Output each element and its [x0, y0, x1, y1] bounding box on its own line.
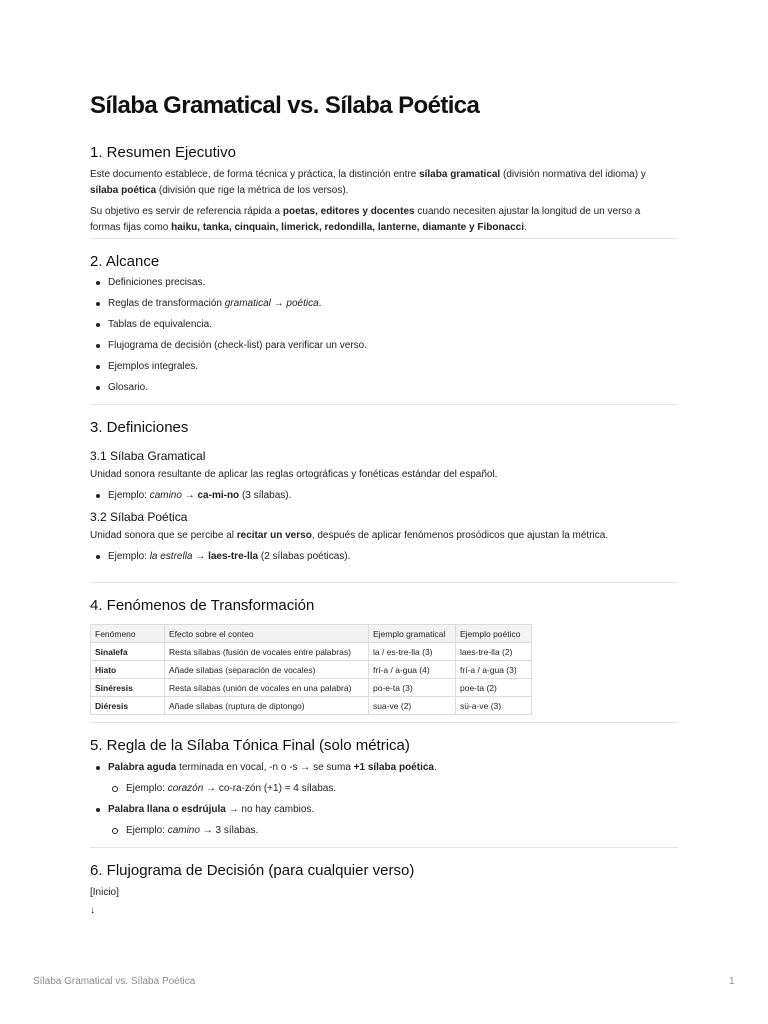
bold-text: Palabra llana o esdrújula: [108, 804, 226, 815]
section-fenomenos: [90, 597, 678, 715]
text: Ejemplo:: [108, 490, 150, 501]
section-resumen: [90, 144, 678, 236]
table-row: [91, 697, 532, 715]
text: , después de aplicar fenómenos prosódicos que ajustan la métrica.: [311, 530, 609, 541]
column-header: Efecto sobre el conteo: [165, 625, 369, 643]
table-cell: sua-ve (2): [369, 697, 456, 715]
table-cell: sü-a-ve (3): [456, 697, 532, 715]
table-cell: laes-tre-lla (2): [456, 643, 532, 661]
sub-list-item: [90, 823, 678, 844]
list-item: [90, 317, 678, 338]
bold-text: laes-tre-lla: [208, 551, 259, 562]
divider: [90, 847, 678, 848]
subsection-heading: 3.2 Sílaba Poética: [90, 510, 188, 524]
section-heading: 3. Definiciones: [90, 419, 189, 436]
table-row: [91, 679, 532, 697]
text: formas fijas como: [90, 222, 172, 233]
text: (3 sílabas).: [239, 490, 292, 501]
column-header: Ejemplo poético: [456, 625, 532, 643]
text: Ejemplo:: [108, 551, 150, 562]
text: (2 sílabas poéticas).: [258, 551, 351, 562]
table-cell: Hiato: [91, 661, 165, 679]
table-cell: frí-a / a-gua (3): [456, 661, 532, 679]
divider: [90, 404, 678, 405]
italic-text: corazón: [167, 783, 204, 794]
list-item: [90, 488, 678, 509]
text: .: [524, 222, 527, 233]
bullet-list: [90, 275, 678, 401]
section-heading: 4. Fenómenos de Transformación: [90, 597, 315, 614]
table-cell: po-e-ta (3): [369, 679, 456, 697]
subsection-heading: 3.1 Sílaba Gramatical: [90, 449, 206, 463]
text: Tablas de equivalencia.: [108, 319, 212, 330]
section-definiciones: [90, 419, 678, 570]
table-row: [91, 661, 532, 679]
bold-text: sílaba poética: [90, 185, 157, 196]
text: Unidad sonora que se percibe al: [90, 530, 237, 541]
table-cell: Sinéresis: [91, 679, 165, 697]
page-number: 1: [729, 976, 735, 987]
table-cell: poe-ta (2): [456, 679, 532, 697]
table-cell: la / es-tre-lla (3): [369, 643, 456, 661]
text: Reglas de transformación: [108, 298, 225, 309]
text: (división que rige la métrica de los versos).: [156, 185, 349, 196]
section-heading: 2. Alcance: [90, 253, 160, 270]
paragraph: Unidad sonora resultante de aplicar las reglas ortográficas y fonéticas estándar del español.: [90, 469, 498, 480]
table-cell: Añade sílabas (separación de vocales): [165, 661, 369, 679]
bold-text: recitar un verso: [236, 530, 312, 541]
table-cell: Resta sílabas (unión de vocales en una palabra): [165, 679, 369, 697]
table-cell: Diéresis: [91, 697, 165, 715]
table-cell: frí-a / a-gua (4): [369, 661, 456, 679]
table-row: [91, 643, 532, 661]
list-item: [90, 296, 678, 317]
bold-text: ca-mi-no: [197, 490, 240, 501]
section-regla-tonica: [90, 737, 678, 844]
bold-text: +1 sílaba poética: [353, 762, 434, 773]
bold-text: Palabra aguda: [108, 762, 177, 773]
phenomena-table: [90, 624, 532, 715]
table-cell: Sinalefa: [91, 643, 165, 661]
text: terminada en vocal, -n o -s → se suma: [176, 762, 354, 773]
text: Este documento establece, de forma técnica y práctica, la distinción entre: [90, 169, 420, 180]
bold-text: haiku, tanka, cinquain, limerick, redondilla, lanterne, diamante y Fibonacci: [171, 222, 525, 233]
text: Ejemplo:: [126, 783, 168, 794]
paragraph: [90, 167, 678, 199]
text: Su objetivo es servir de referencia rápida a: [90, 206, 283, 217]
text: Flujograma de decisión (check-list) para verificar un verso.: [108, 340, 367, 351]
flow-arrow: ↓: [90, 905, 95, 916]
text: Ejemplo:: [126, 825, 168, 836]
divider: [90, 238, 678, 239]
page-title: Sílaba Gramatical vs. Sílaba Poética: [90, 92, 480, 119]
text: Definiciones precisas.: [108, 277, 206, 288]
list-item: [90, 380, 678, 401]
footer-title: Sílaba Gramatical vs. Sílaba Poética: [33, 976, 196, 987]
list-item: [90, 802, 678, 823]
italic-text: la estrella: [149, 551, 193, 562]
paragraph: [90, 204, 678, 236]
section-flujograma: [90, 862, 678, 919]
italic-text: gramatical → poética: [224, 298, 319, 309]
text: →: [181, 490, 198, 501]
paragraph: [90, 528, 678, 544]
flow-start: [Inicio]: [90, 887, 119, 898]
bullet-list: [90, 488, 678, 509]
section-heading: 6. Flujograma de Decisión (para cualquier verso): [90, 862, 415, 879]
bullet-list: [90, 760, 678, 844]
text: →: [192, 551, 209, 562]
bullet-list: [90, 549, 678, 570]
column-header: Fenómeno: [91, 625, 165, 643]
table-header-row: [91, 625, 532, 643]
section-alcance: [90, 253, 678, 401]
list-item: [90, 359, 678, 380]
divider: [90, 722, 678, 723]
text: → 3 sílabas.: [199, 825, 259, 836]
list-item: [90, 275, 678, 296]
section-heading: 1. Resumen Ejecutivo: [90, 144, 236, 161]
text: → co-ra-zón (+1) = 4 sílabas.: [203, 783, 337, 794]
bold-text: poetas, editores y docentes: [282, 206, 415, 217]
text: → no hay cambios.: [225, 804, 315, 815]
column-header: Ejemplo gramatical: [369, 625, 456, 643]
bold-text: sílaba gramatical: [419, 169, 501, 180]
table-cell: Añade sílabas (ruptura de diptongo): [165, 697, 369, 715]
italic-text: camino: [149, 490, 182, 501]
divider: [90, 582, 678, 583]
sub-list-item: [90, 781, 678, 802]
text: cuando necesiten ajustar la longitud de un verso a: [414, 206, 641, 217]
list-item: [90, 338, 678, 359]
text: .: [318, 298, 322, 309]
list-item: [90, 549, 678, 570]
list-item: [90, 760, 678, 781]
table-cell: Resta sílabas (fusión de vocales entre palabras): [165, 643, 369, 661]
text: Glosario.: [108, 382, 149, 393]
text: Ejemplos integrales.: [108, 361, 199, 372]
section-heading: 5. Regla de la Sílaba Tónica Final (solo métrica): [90, 737, 410, 754]
text: .: [433, 762, 437, 773]
text: (división normativa del idioma) y: [500, 169, 646, 180]
italic-text: camino: [167, 825, 200, 836]
